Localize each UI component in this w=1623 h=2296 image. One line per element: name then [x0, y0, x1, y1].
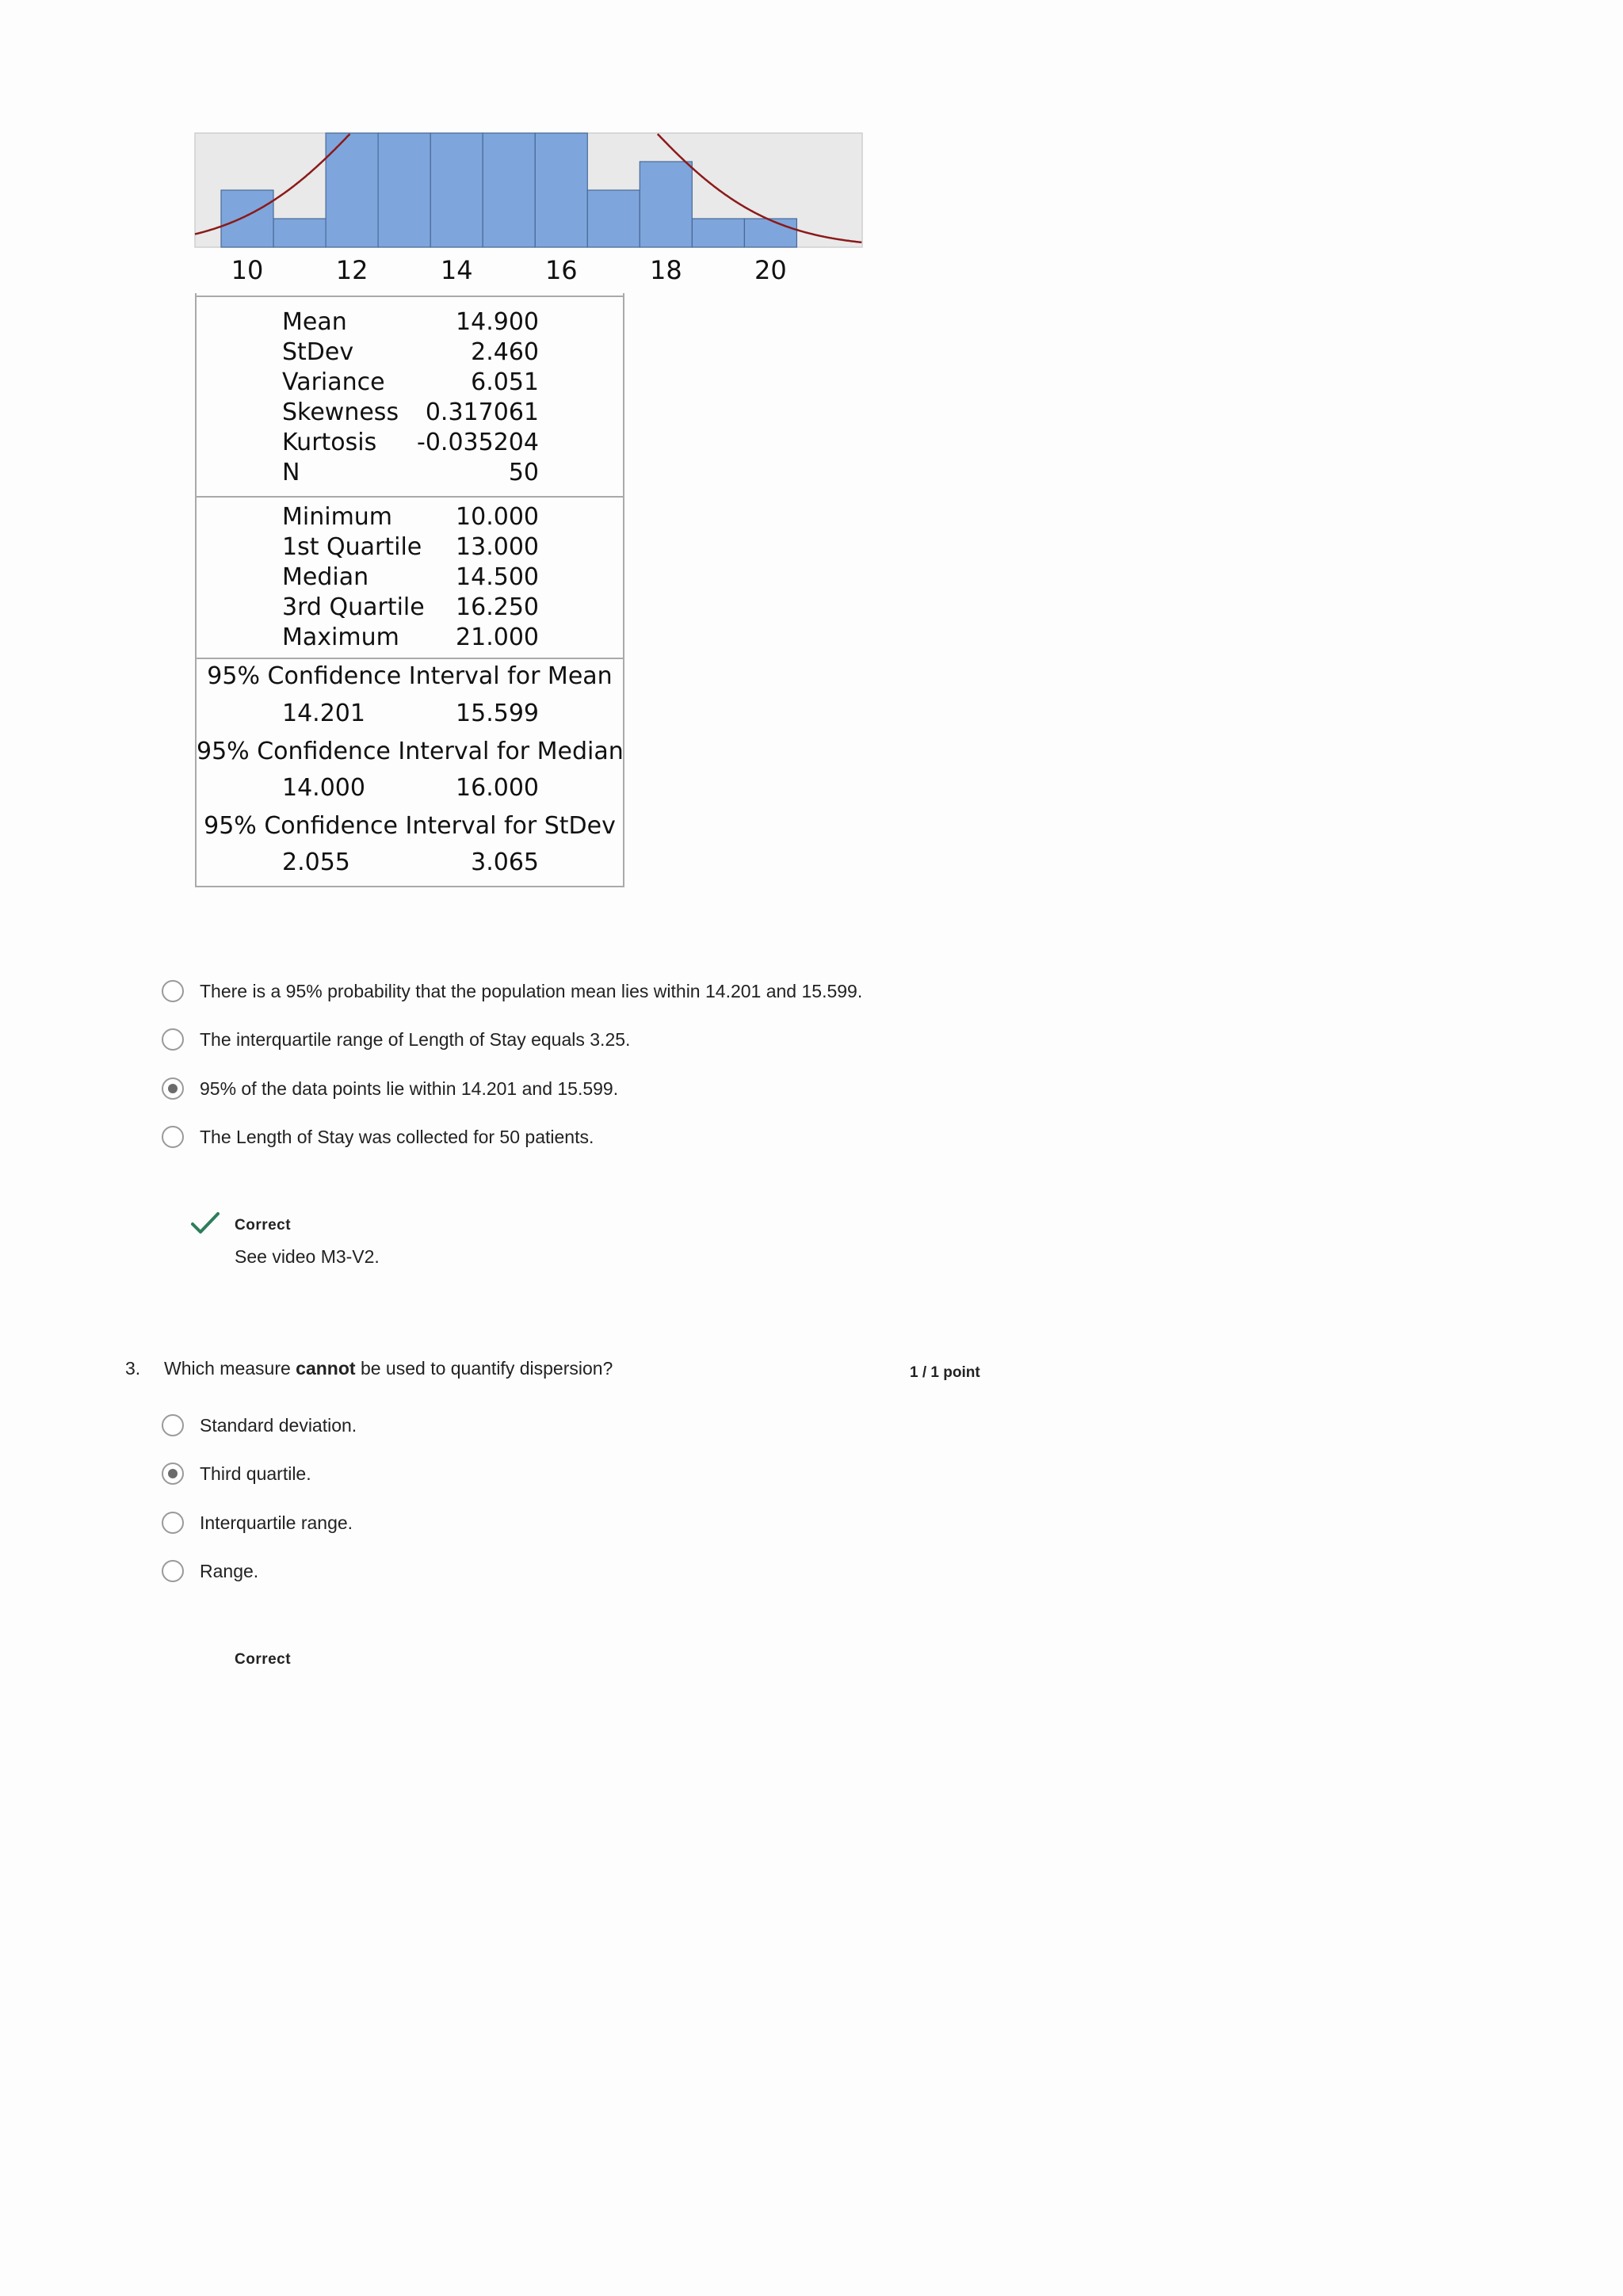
radio-button[interactable] — [162, 1028, 184, 1051]
option-label: The Length of Stay was collected for 50 patients. — [200, 1126, 594, 1147]
stat-value: 50 — [508, 459, 539, 486]
question-text-part: be used to quantify dispersion? — [355, 1358, 613, 1379]
stat-label: Skewness — [282, 399, 399, 426]
stat-row-mean — [197, 307, 623, 338]
stat-label: 1st Quartile — [282, 533, 422, 561]
radio-button-selected[interactable] — [162, 1463, 184, 1485]
radio-button-selected[interactable] — [162, 1077, 184, 1100]
x-tick-label: 18 — [650, 255, 682, 285]
question-text — [164, 1358, 613, 1379]
stat-label: Kurtosis — [282, 429, 377, 456]
stat-row-median — [197, 563, 623, 593]
x-tick-label: 12 — [335, 255, 369, 285]
x-tick-label: 14 — [440, 255, 473, 285]
histogram-bar-2 — [273, 219, 326, 247]
stat-value: 21.000 — [456, 624, 539, 651]
q2-option-4[interactable] — [162, 1121, 594, 1153]
ci-median-title: 95% Confidence Interval for Median — [197, 738, 624, 765]
stat-row-first-quartile — [197, 532, 623, 563]
stat-value: 14.500 — [456, 563, 539, 591]
stat-label: Variance — [282, 368, 385, 396]
stat-value: 13.000 — [456, 533, 539, 561]
histogram-bar-6 — [483, 133, 535, 247]
stat-row-n — [197, 458, 623, 488]
histogram-bar-1 — [221, 190, 273, 247]
table-divider — [197, 496, 623, 498]
ci-stdev-title: 95% Confidence Interval for StDev — [204, 812, 616, 840]
feedback-correct-title: Correct — [235, 1217, 292, 1234]
question-number: 3. — [125, 1358, 141, 1379]
ci-mean-title: 95% Confidence Interval for Mean — [207, 662, 613, 690]
q2-option-2[interactable] — [162, 1024, 630, 1055]
stat-label: N — [282, 459, 300, 486]
ci-mean-high: 15.599 — [456, 700, 539, 727]
q3-option-3[interactable] — [162, 1507, 353, 1539]
stat-value: -0.035204 — [417, 429, 539, 456]
stat-row-kurtosis — [197, 428, 623, 458]
q2-option-1[interactable] — [162, 975, 862, 1007]
stat-label: Maximum — [282, 624, 399, 651]
radio-button[interactable] — [162, 1560, 184, 1582]
question-points: 1 / 1 point — [910, 1364, 980, 1381]
stat-row-third-quartile — [197, 593, 623, 623]
q3-feedback-correct-title: Correct — [235, 1651, 292, 1668]
histogram-bar-10 — [692, 219, 744, 247]
stat-value: 0.317061 — [425, 399, 539, 426]
question-text-emphasis: cannot — [296, 1358, 356, 1379]
option-label: Range. — [200, 1560, 259, 1581]
question-text-part: Which measure — [164, 1358, 296, 1379]
radio-button[interactable] — [162, 1126, 184, 1148]
histogram-bar-8 — [587, 190, 640, 247]
option-label: The interquartile range of Length of Stay equals 3.25. — [200, 1028, 631, 1050]
feedback-text: See video M3-V2. — [235, 1246, 380, 1267]
option-label: There is a 95% probability that the population mean lies within 14.201 and 15.599. — [200, 980, 863, 1001]
radio-button[interactable] — [162, 1414, 184, 1436]
x-axis-tick-labels — [231, 255, 787, 285]
option-label: Interquartile range. — [200, 1512, 353, 1533]
stat-value: 14.900 — [456, 308, 539, 336]
stat-row-stdev — [197, 338, 623, 368]
histogram-chart — [193, 132, 864, 285]
histogram-bar-11 — [744, 219, 796, 247]
table-divider — [197, 658, 623, 659]
ci-median-high: 16.000 — [456, 774, 539, 802]
stat-value: 2.460 — [471, 338, 539, 366]
stat-value: 6.051 — [471, 368, 539, 396]
stat-label: StDev — [282, 338, 354, 366]
stat-row-maximum — [197, 623, 623, 653]
table-divider-top — [197, 296, 623, 297]
x-tick-label: 20 — [754, 255, 787, 285]
radio-button[interactable] — [162, 980, 184, 1002]
stat-label: Minimum — [282, 503, 393, 531]
stat-row-variance — [197, 368, 623, 398]
radio-button[interactable] — [162, 1512, 184, 1534]
stat-label: Median — [282, 563, 369, 591]
stat-row-minimum — [197, 502, 623, 532]
histogram-bar-5 — [430, 133, 483, 247]
stat-row-skewness — [197, 398, 623, 428]
stat-value: 16.250 — [456, 593, 539, 621]
check-icon — [190, 1211, 220, 1236]
q3-option-1[interactable] — [162, 1409, 357, 1441]
histogram-bar-7 — [535, 133, 587, 247]
ci-median-low: 14.000 — [282, 774, 365, 802]
ci-stdev-low: 2.055 — [282, 849, 350, 876]
option-label: 95% of the data points lie within 14.201 and 15.599. — [200, 1077, 619, 1099]
stat-label: Mean — [282, 308, 347, 336]
x-tick-label: 16 — [544, 255, 578, 285]
ci-stdev-high: 3.065 — [471, 849, 539, 876]
q3-option-2[interactable] — [162, 1458, 311, 1489]
descriptive-statistics-table — [195, 293, 624, 887]
x-tick-label: 10 — [231, 255, 264, 285]
histogram-bar-4 — [378, 133, 430, 247]
ci-mean-low: 14.201 — [282, 700, 365, 727]
q3-option-4[interactable] — [162, 1555, 258, 1587]
option-label: Third quartile. — [200, 1463, 311, 1484]
option-label: Standard deviation. — [200, 1414, 357, 1436]
histogram-bar-9 — [640, 162, 692, 247]
q2-option-3[interactable] — [162, 1073, 618, 1104]
stat-value: 10.000 — [456, 503, 539, 531]
stat-label: 3rd Quartile — [282, 593, 425, 621]
